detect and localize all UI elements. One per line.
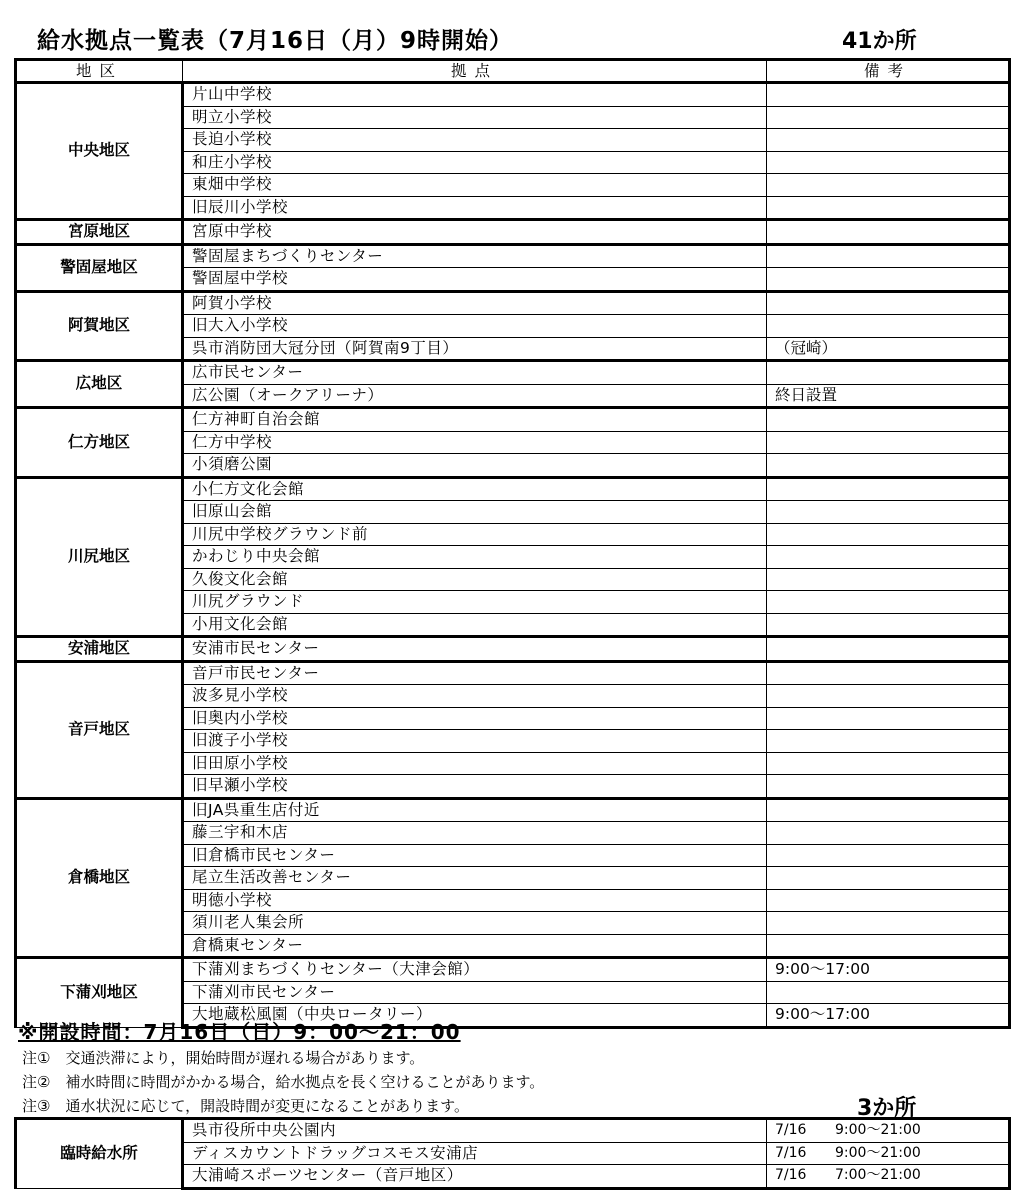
location-note: 9:00～17:00 — [767, 1004, 1010, 1028]
site-count: 41か所 — [842, 29, 917, 54]
location-note — [767, 174, 1010, 197]
table-row — [16, 477, 1010, 501]
district-name: 警固屋地区 — [16, 244, 183, 291]
location-name: 旧原山会館 — [183, 501, 767, 524]
table-row — [16, 637, 1010, 662]
temporary-site-hours: 7:00～21:00 — [835, 1167, 921, 1183]
district-name: 広地区 — [16, 361, 183, 408]
location-note: （冠崎） — [767, 337, 1010, 361]
location-note — [767, 501, 1010, 524]
location-name: 長迫小学校 — [183, 129, 767, 152]
table-row — [16, 361, 1010, 385]
location-note — [767, 934, 1010, 958]
location-note — [767, 752, 1010, 775]
location-note — [767, 431, 1010, 454]
temporary-label: 臨時給水所 — [16, 1119, 183, 1189]
location-name: 旧JA呉重生店付近 — [183, 798, 767, 822]
location-note — [767, 867, 1010, 890]
location-note — [767, 613, 1010, 637]
note-2: 注② 補水時間に時間がかかる場合，給水拠点を長く空けることがあります。 — [22, 1073, 545, 1091]
table-row — [16, 83, 1010, 107]
district-name: 安浦地区 — [16, 637, 183, 662]
location-note — [767, 981, 1010, 1004]
district-name: 音戸地区 — [16, 661, 183, 798]
location-name: 大地蔵松風園（中央ロータリー） — [183, 1004, 767, 1028]
table-row — [16, 291, 1010, 315]
location-note — [767, 361, 1010, 385]
location-note — [767, 637, 1010, 662]
district-name: 仁方地区 — [16, 408, 183, 478]
location-note — [767, 454, 1010, 478]
page-title: 給水拠点一覧表（7月16日（月）9時開始） — [37, 28, 514, 54]
temporary-site-hours: 9:00～21:00 — [835, 1144, 921, 1161]
location-note — [767, 707, 1010, 730]
location-name: 小仁方文化会館 — [183, 477, 767, 501]
location-name: 旧辰川小学校 — [183, 196, 767, 220]
district-name: 川尻地区 — [16, 477, 183, 637]
temporary-site-name: 大浦崎スポーツセンター（音戸地区） — [183, 1165, 767, 1189]
location-note — [767, 408, 1010, 432]
location-note — [767, 196, 1010, 220]
table-row — [16, 661, 1010, 685]
location-name: 小須磨公園 — [183, 454, 767, 478]
location-note — [767, 151, 1010, 174]
location-name: 川尻グラウンド — [183, 591, 767, 614]
location-note — [767, 568, 1010, 591]
table-row — [16, 244, 1010, 268]
water-supply-table — [14, 58, 1011, 1029]
location-name: 安浦市民センター — [183, 637, 767, 662]
location-name: 和庄小学校 — [183, 151, 767, 174]
temporary-site-hours: 9:00～21:00 — [835, 1122, 921, 1138]
temporary-site-time — [767, 1119, 1010, 1143]
temporary-site-date: 7/16 — [775, 1122, 807, 1138]
location-name: 明立小学校 — [183, 106, 767, 129]
table-row — [16, 798, 1010, 822]
temporary-site-time — [767, 1142, 1010, 1165]
location-name: 警固屋中学校 — [183, 268, 767, 292]
temporary-site-date: 7/16 — [775, 1167, 807, 1183]
location-note — [767, 844, 1010, 867]
location-name: 旧倉橋市民センター — [183, 844, 767, 867]
temporary-site-time — [767, 1165, 1010, 1189]
temporary-site-name: ディスカウントドラッグコスモス安浦店 — [183, 1142, 767, 1165]
location-note — [767, 268, 1010, 292]
location-note — [767, 546, 1010, 569]
location-note — [767, 477, 1010, 501]
location-note — [767, 661, 1010, 685]
temporary-supply-table — [14, 1117, 1011, 1190]
location-name: 旧渡子小学校 — [183, 730, 767, 753]
location-note: 終日設置 — [767, 384, 1010, 408]
location-note — [767, 106, 1010, 129]
location-name: 川尻中学校グラウンド前 — [183, 523, 767, 546]
district-name: 中央地区 — [16, 83, 183, 220]
location-note — [767, 685, 1010, 708]
header-location: 拠点 — [183, 60, 767, 83]
location-name: 小用文化会館 — [183, 613, 767, 637]
temporary-site-name: 呉市役所中央公園内 — [183, 1119, 767, 1143]
location-note — [767, 129, 1010, 152]
location-name: 藤三宇和木店 — [183, 822, 767, 845]
location-name: 須川老人集会所 — [183, 912, 767, 935]
district-name: 倉橋地区 — [16, 798, 183, 958]
location-note — [767, 220, 1010, 245]
location-name: かわじり中央会館 — [183, 546, 767, 569]
location-note — [767, 591, 1010, 614]
location-name: 旧田原小学校 — [183, 752, 767, 775]
location-note — [767, 730, 1010, 753]
location-name: 波多見小学校 — [183, 685, 767, 708]
location-note — [767, 244, 1010, 268]
location-note — [767, 912, 1010, 935]
location-name: 呉市消防団大冠分団（阿賀南9丁目） — [183, 337, 767, 361]
location-note — [767, 315, 1010, 338]
location-name: 旧奥内小学校 — [183, 707, 767, 730]
location-name: 片山中学校 — [183, 83, 767, 107]
header-remarks: 備考 — [767, 60, 1010, 83]
location-name: 阿賀小学校 — [183, 291, 767, 315]
location-name: 警固屋まちづくりセンター — [183, 244, 767, 268]
header-district: 地区 — [16, 60, 183, 83]
district-name: 宮原地区 — [16, 220, 183, 245]
location-name: 久俊文化会館 — [183, 568, 767, 591]
location-name: 広公園（オークアリーナ） — [183, 384, 767, 408]
note-3: 注③ 通水状況に応じて，開設時間が変更になることがあります。 — [22, 1097, 469, 1115]
location-note — [767, 889, 1010, 912]
location-note: 9:00～17:00 — [767, 958, 1010, 982]
location-name: 旧大入小学校 — [183, 315, 767, 338]
location-note — [767, 83, 1010, 107]
location-note — [767, 775, 1010, 799]
table-header-row — [16, 60, 1010, 83]
location-note — [767, 798, 1010, 822]
location-note — [767, 822, 1010, 845]
location-name: 下蒲刈市民センター — [183, 981, 767, 1004]
location-name: 明徳小学校 — [183, 889, 767, 912]
location-name: 広市民センター — [183, 361, 767, 385]
location-name: 東畑中学校 — [183, 174, 767, 197]
table-row — [16, 1119, 1010, 1143]
location-note — [767, 523, 1010, 546]
location-name: 倉橋東センター — [183, 934, 767, 958]
location-name: 仁方中学校 — [183, 431, 767, 454]
location-name: 音戸市民センター — [183, 661, 767, 685]
location-name: 宮原中学校 — [183, 220, 767, 245]
opening-hours: ※開設時間：7月16日（日）9：00～21：00 — [18, 1020, 461, 1044]
note-1: 注① 交通渋滞により，開始時間が遅れる場合があります。 — [22, 1049, 425, 1067]
temporary-site-date: 7/16 — [775, 1144, 807, 1161]
table-row — [16, 958, 1010, 982]
location-note — [767, 291, 1010, 315]
district-name: 阿賀地区 — [16, 291, 183, 361]
table-row — [16, 408, 1010, 432]
location-name: 旧早瀬小学校 — [183, 775, 767, 799]
temporary-site-count: 3か所 — [857, 1096, 917, 1121]
table-row — [16, 220, 1010, 245]
location-name: 尾立生活改善センター — [183, 867, 767, 890]
district-name: 下蒲刈地区 — [16, 958, 183, 1028]
location-name: 下蒲刈まちづくりセンター（大津会館） — [183, 958, 767, 982]
location-name: 仁方神町自治会館 — [183, 408, 767, 432]
